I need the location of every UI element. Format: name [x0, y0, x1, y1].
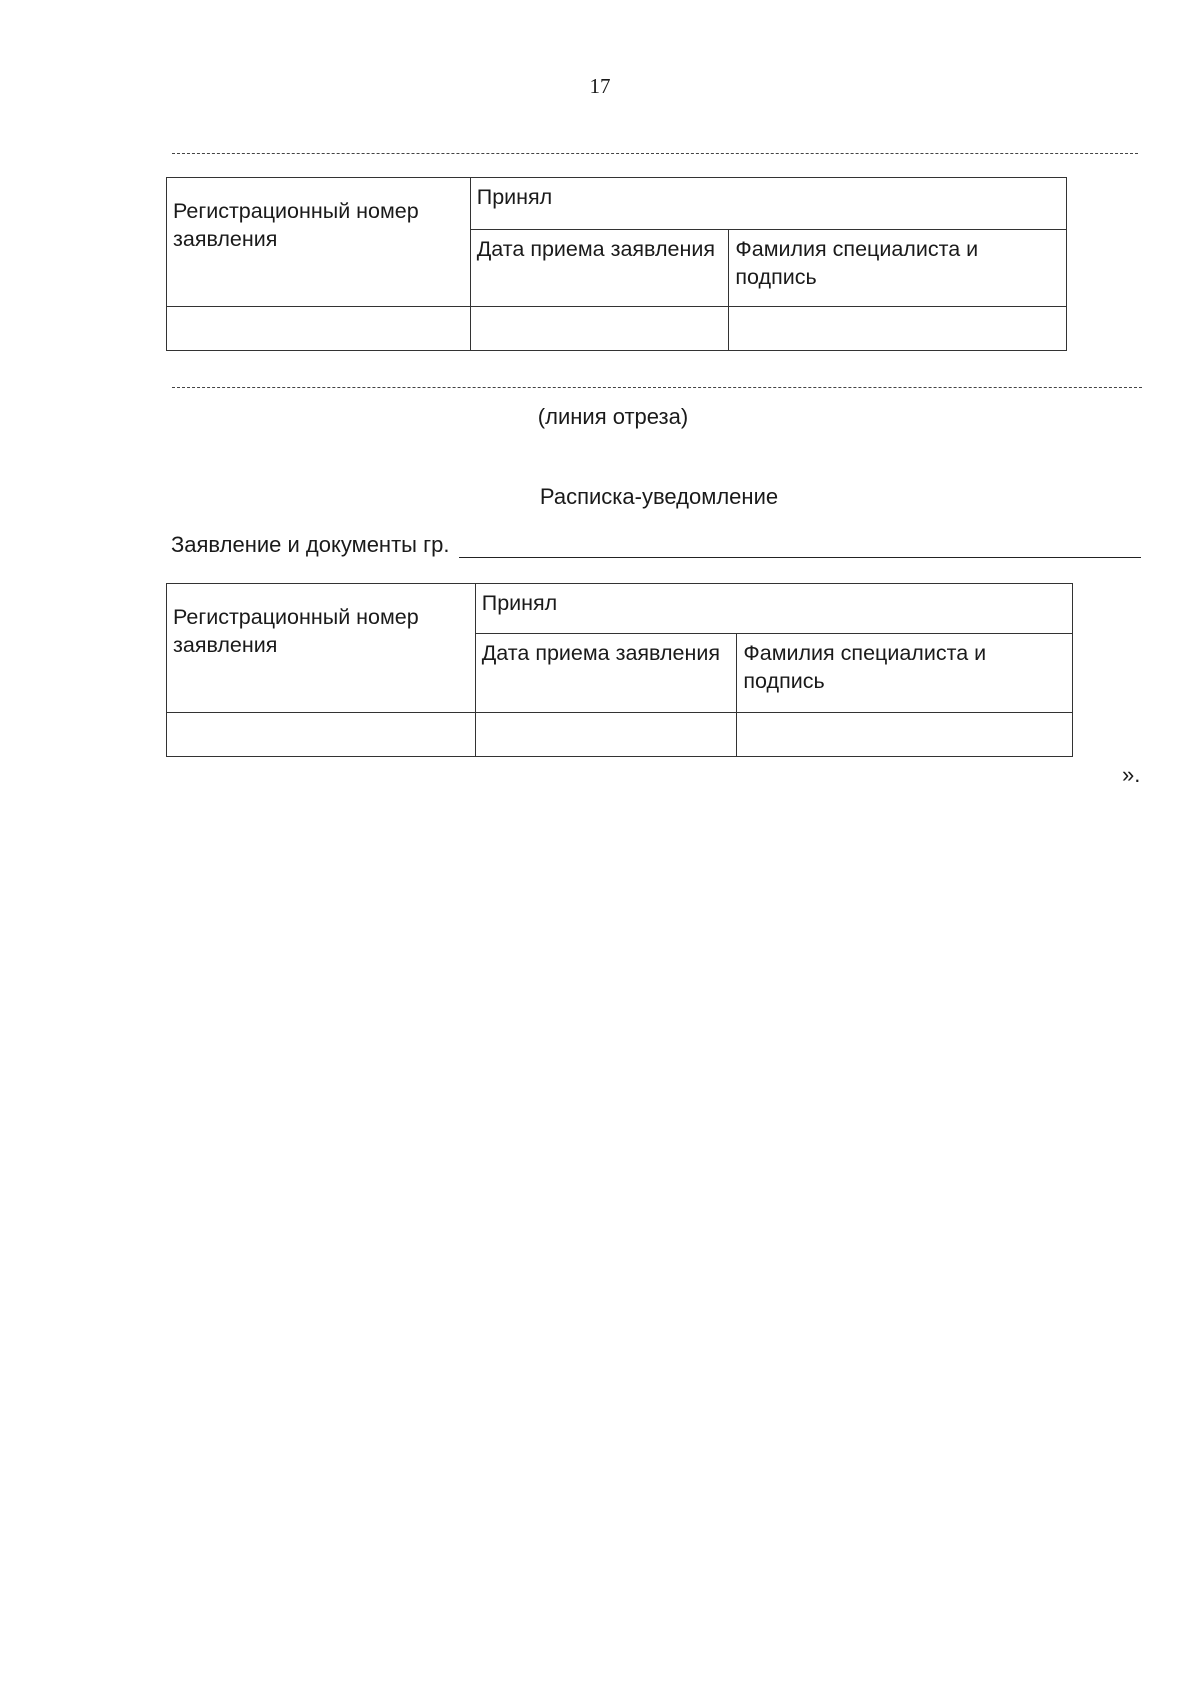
- receipt-title: Расписка-уведомление: [539, 484, 779, 509]
- top-divider: [172, 153, 1138, 154]
- reg-number-cell[interactable]: [167, 307, 471, 351]
- reg-number-header: Регистрационный номер заявления: [167, 178, 471, 307]
- date-header: Дата приема заявления: [475, 634, 737, 713]
- statement-line: [171, 532, 1141, 558]
- registration-table-bottom: [166, 583, 1073, 757]
- specialist-header: Фамилия специалиста и подпись: [729, 230, 1067, 307]
- closing-quote: ».: [1122, 762, 1141, 787]
- reg-number-header: Регистрационный номер заявления: [167, 584, 476, 713]
- specialist-cell[interactable]: [729, 307, 1067, 351]
- applicant-name-field[interactable]: [459, 533, 1141, 558]
- reg-number-cell[interactable]: [167, 713, 476, 757]
- cut-line-label: (линия отреза): [537, 404, 689, 429]
- date-cell[interactable]: [475, 713, 737, 757]
- statement-prefix: Заявление и документы гр.: [171, 532, 450, 557]
- page-number: 17: [589, 74, 611, 98]
- date-cell[interactable]: [470, 307, 729, 351]
- accepted-header: Принял: [470, 178, 1066, 230]
- specialist-header: Фамилия специалиста и подпись: [737, 634, 1073, 713]
- specialist-cell[interactable]: [737, 713, 1073, 757]
- cut-line: [172, 387, 1142, 388]
- registration-table-top: [166, 177, 1067, 351]
- accepted-header: Принял: [475, 584, 1072, 634]
- date-header: Дата приема заявления: [470, 230, 729, 307]
